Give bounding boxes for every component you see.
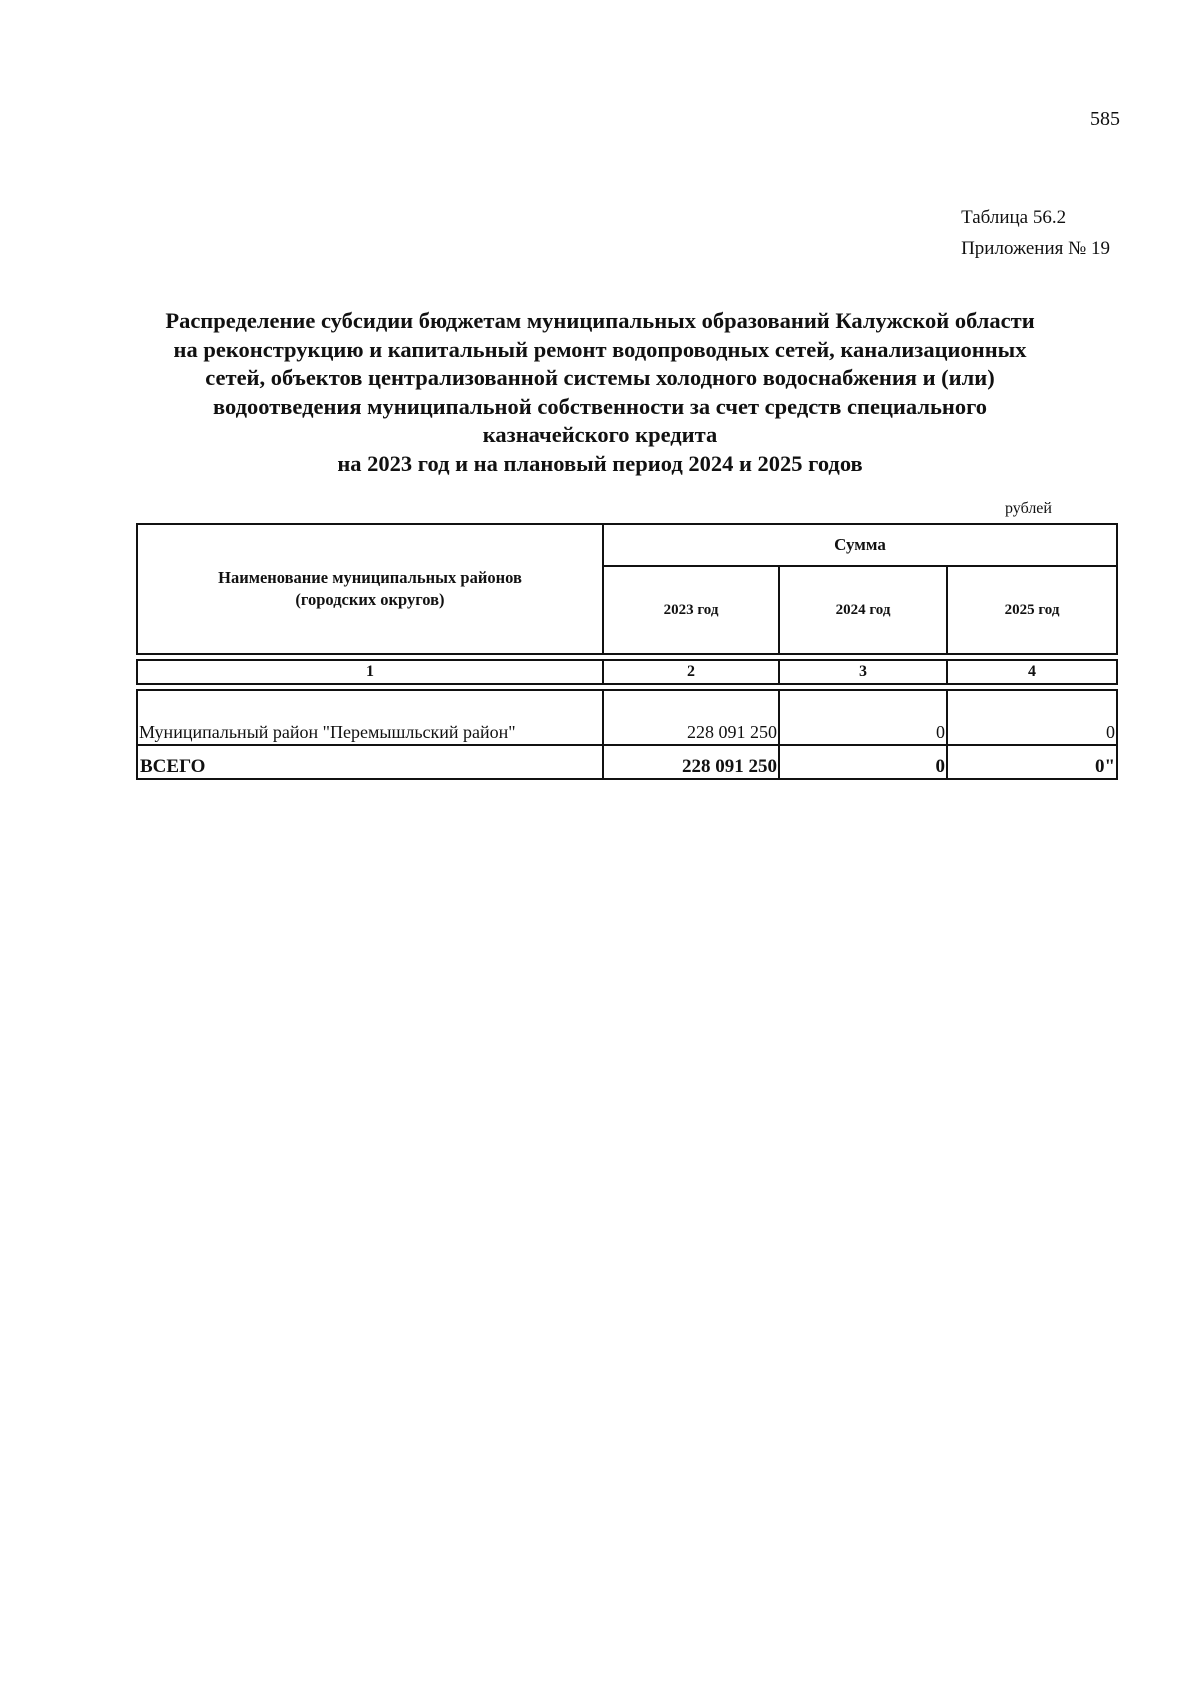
header-sum: Сумма [603, 524, 1117, 566]
title-line: казначейского кредита [482, 422, 718, 448]
header-year-2025: 2025 год [947, 566, 1117, 654]
value-2023: 228 091 250 [603, 690, 779, 745]
table-reference [961, 202, 1110, 264]
title-line: сетей, объектов централизованной системы холодного водоснабжения и (или) [205, 365, 995, 391]
appendix-label: Приложения № 19 [961, 238, 1110, 259]
title-line: Распределение субсидии бюджетам муниципальных образований Калужской области [165, 308, 1035, 333]
value-2025: 0 [947, 690, 1117, 745]
units-label: рублей [1005, 500, 1052, 517]
title-line: на 2023 год и на плановый период 2024 и 2025 годов [337, 450, 863, 476]
total-2024: 0 [779, 745, 947, 779]
table-label: Таблица 56.2 [961, 207, 1067, 228]
district-name: Муниципальный район "Перемышльский район" [137, 690, 603, 745]
column-number: 1 [137, 660, 603, 684]
column-number-row [137, 660, 1117, 684]
subsidy-table [136, 523, 1118, 780]
header-year-2023: 2023 год [603, 566, 779, 654]
title-line: водоотведения муниципальной собственности за счет средств специального [213, 393, 987, 419]
document-title [100, 307, 1100, 479]
table-row [137, 690, 1117, 745]
page-number: 585 [1090, 108, 1120, 130]
column-number: 2 [603, 660, 779, 684]
header-year-2024: 2024 год [779, 566, 947, 654]
header-name-line2: (городских округов) [295, 590, 445, 609]
total-2025: 0" [947, 745, 1117, 779]
total-2023: 228 091 250 [603, 745, 779, 779]
header-name-cell [137, 524, 603, 654]
value-2024: 0 [779, 690, 947, 745]
total-row [137, 745, 1117, 779]
total-label: ВСЕГО [137, 745, 603, 779]
header-name-line1: Наименование муниципальных районов [218, 568, 522, 587]
column-number: 4 [947, 660, 1117, 684]
title-line: на реконструкцию и капитальный ремонт водопроводных сетей, канализационных [173, 336, 1027, 362]
column-number: 3 [779, 660, 947, 684]
